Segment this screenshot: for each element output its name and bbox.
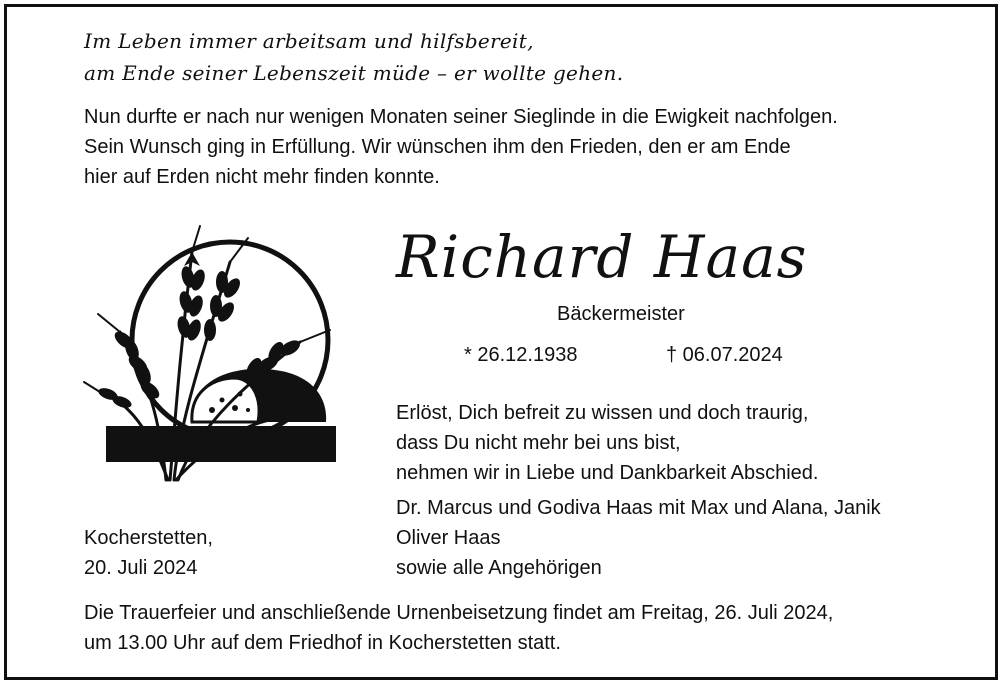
death-date: † 06.07.2024 — [666, 344, 783, 366]
deceased-name: Richard Haas — [396, 223, 808, 291]
intro-line-2: Sein Wunsch ging in Erfüllung. Wir wünschen ihm den Frieden, den er am Ende — [84, 136, 791, 158]
intro-line-3: hier auf Erden nicht mehr finden konnte. — [84, 166, 440, 188]
motto-line-2: am Ende seiner Lebenszeit müde – er wollte gehen. — [84, 61, 624, 85]
funeral-line-2: um 13.00 Uhr auf dem Friedhof in Kocherstetten statt. — [84, 632, 561, 654]
farewell-line-2: dass Du nicht mehr bei uns bist, — [396, 432, 681, 454]
mourners-line-2: Oliver Haas — [396, 527, 501, 549]
motto-line-1: Im Leben immer arbeitsam und hilfsbereit, — [84, 29, 534, 53]
notice-date: 20. Juli 2024 — [84, 557, 198, 579]
farewell-line-3: nehmen wir in Liebe und Dankbarkeit Abschied. — [396, 462, 819, 484]
mourners-line-3: sowie alle Angehörigen — [396, 557, 602, 579]
mourners-line-1: Dr. Marcus und Godiva Haas mit Max und Alana, Janik — [396, 497, 881, 519]
intro-line-1: Nun durfte er nach nur wenigen Monaten seiner Sieglinde in die Ewigkeit nachfolgen. — [84, 106, 838, 128]
birth-date: * 26.12.1938 — [464, 344, 578, 366]
deceased-profession: Bäckermeister — [557, 303, 685, 325]
wheat-and-bread-icon — [80, 222, 350, 492]
farewell-line-1: Erlöst, Dich befreit zu wissen und doch traurig, — [396, 402, 809, 424]
place: Kocherstetten, — [84, 527, 213, 549]
funeral-line-1: Die Trauerfeier und anschließende Urnenbeisetzung findet am Freitag, 26. Juli 2024, — [84, 602, 834, 624]
